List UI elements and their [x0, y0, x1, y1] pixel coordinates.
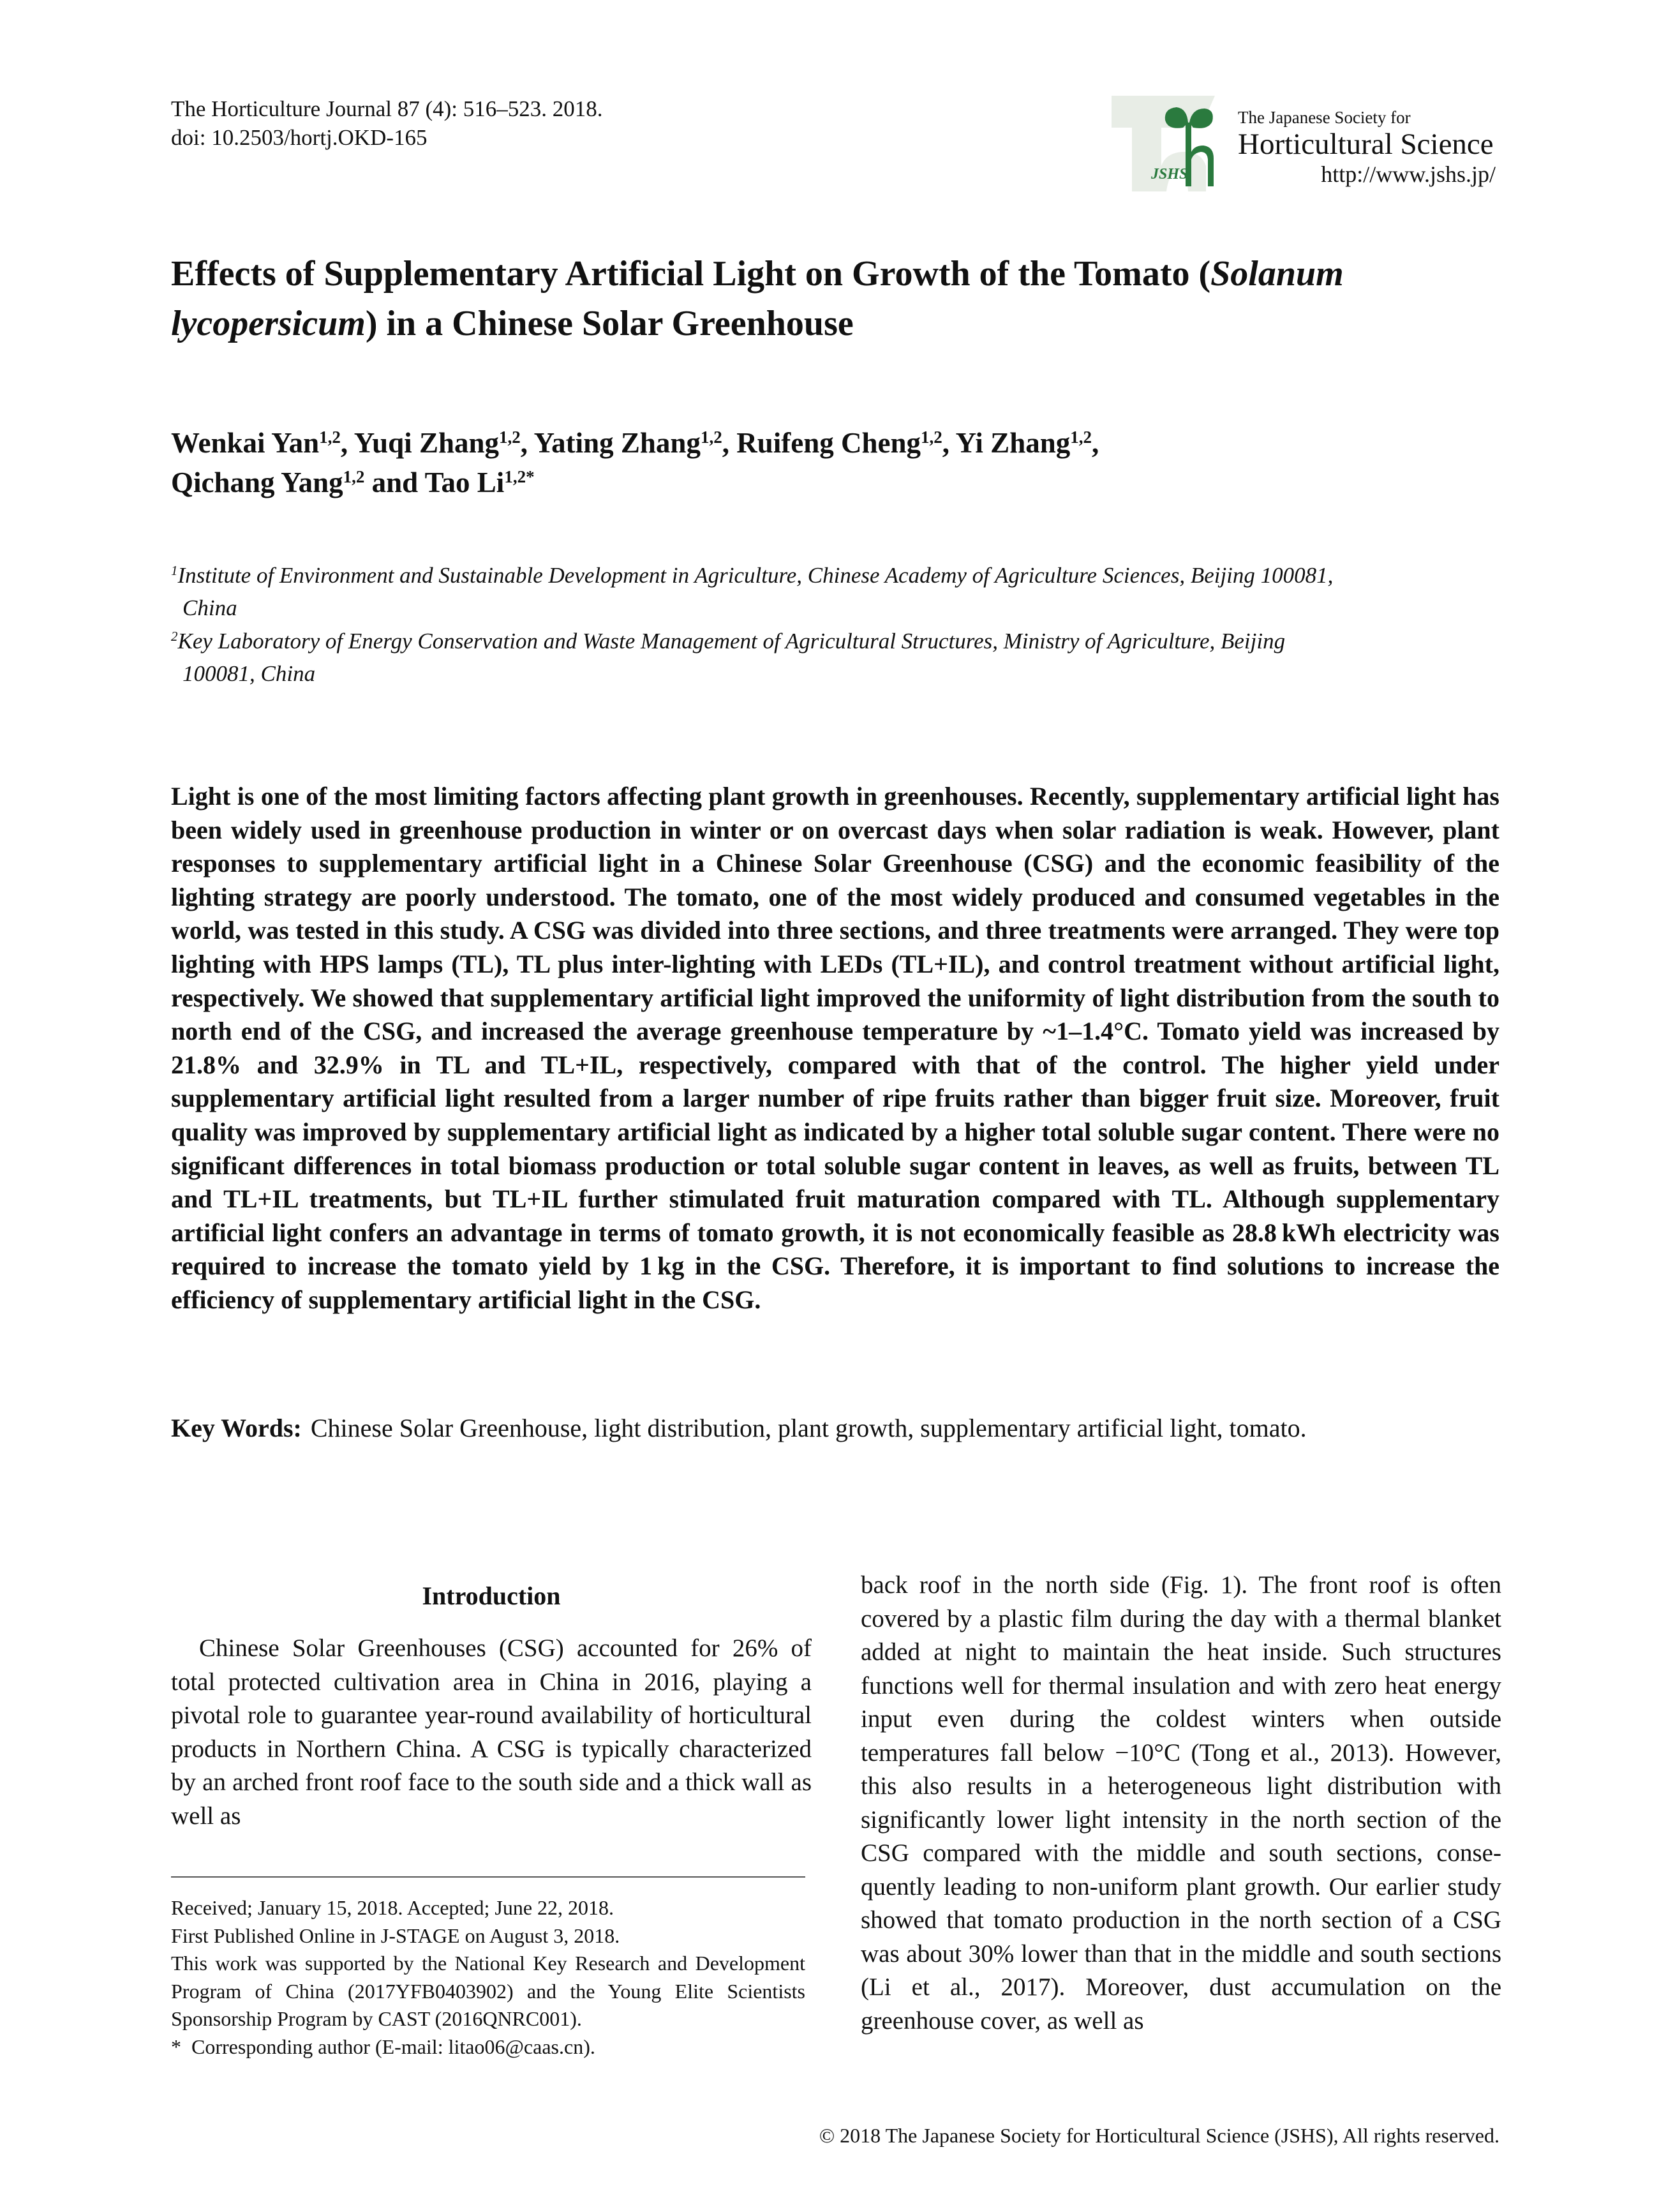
author-separator: , [722, 427, 737, 459]
author [736, 427, 955, 459]
affiliation-number: 2 [171, 629, 178, 644]
author [425, 467, 535, 498]
affiliation-text: Key Laboratory of Energy Conservation and Waste Management of Agricultural Structures, Ministry of Agriculture, Beijing [177, 629, 1286, 654]
citation-line: The Horticulture Journal 87 (4): 516–523. 2018. [171, 96, 603, 121]
keywords-label: Key Words: [171, 1414, 302, 1442]
author-affiliation-marker: 1,2 [1070, 428, 1092, 447]
logo-society-line: The Japanese Society for [1238, 108, 1411, 127]
author-name: Tao Li [424, 467, 505, 498]
footnotes [171, 1894, 805, 2061]
jshs-logo-mark-icon [1105, 89, 1233, 198]
keywords [171, 1412, 1498, 1445]
affiliation-text: Institute of Environment and Sustainable Development in Agriculture, Chinese Academy of Agriculture Sciences, Beijing 100081, [177, 563, 1334, 588]
intro-paragraph-left: Chinese Solar Greenhouses (CSG) accounted for 26% of total protected cultivation area in China in 2016, playing a pivotal role to guarantee year-round availability of horticultural products in Northern China. A CSG is typically characterized by an arched front roof face to the south side and a thick wall as well as [171, 1634, 812, 1830]
title-species: Solanum lycopersicum [171, 254, 1344, 343]
author-name: Wenkai Yan [171, 427, 320, 459]
footnote-funding: This work was supported by the National Key Research and Development Program of China (2017YFB0403902) and the Young Elite Scientists Sponsorship Program by CAST (2016QNRC001). [171, 1952, 805, 2030]
author-separator: , [340, 427, 354, 459]
footnote-published: First Published Online in J-STAGE on August 3, 2018. [171, 1924, 620, 1947]
copyright-notice: © 2018 The Japanese Society for Horticultural Science (JSHS), All rights reserved. [819, 2124, 1499, 2147]
logo-mark-text: JSHS [1151, 166, 1188, 183]
author-separator: , [1092, 427, 1099, 459]
affiliation-1 [171, 559, 1498, 624]
affiliation-text-cont: China [182, 595, 237, 620]
section-heading-introduction: Introduction [422, 1581, 561, 1610]
author-separator: , [520, 427, 534, 459]
title-part-1: Effects of Supplementary Artificial Light on Growth of the Tomato ( [171, 254, 1211, 294]
author-affiliation-marker: 1,2* [504, 467, 535, 486]
affiliation-text-cont: 100081, China [182, 661, 316, 686]
doi-line: doi: 10.2503/hortj.OKD-165 [171, 125, 428, 150]
author [534, 427, 737, 459]
author [956, 427, 1099, 459]
logo-name-line: Horticultural Science [1238, 128, 1494, 161]
footnote-corresponding-author: * Corresponding author (E-mail: litao06@caas.cn). [171, 2035, 595, 2058]
author-affiliation-marker: 1,2 [700, 428, 722, 447]
affiliation-2 [171, 625, 1498, 690]
affiliation-number: 1 [171, 563, 178, 578]
author-affiliation-marker: 1,2 [319, 428, 341, 447]
logo-url[interactable]: http://www.jshs.jp/ [1321, 161, 1496, 187]
footnote-received: Received; January 15, 2018. Accepted; June 22, 2018. [171, 1896, 614, 1919]
author [171, 467, 425, 498]
author-separator: , [942, 427, 956, 459]
author-affiliation-marker: 1,2 [921, 428, 942, 447]
paper-title [171, 249, 1498, 348]
author-affiliation-marker: 1,2 [343, 467, 365, 486]
intro-paragraph-right: back roof in the north side (Fig. 1). The front roof is often covered by a plastic film during the day with a thermal blanket added at night to maintain the heat inside. Such structures functions well for thermal insulation and with zero heat energy input even during the coldest winters when outside temperatures fall below −10°C (Tong et al., 2013). However, this also results in a heterogeneous light distribution with significantly lower light intensity in the north section of the CSG compared with the middle and south sections, consequently leading to non-uniform plant growth. Our earlier study showed that tomato production in the north section of a CSG was about 30% lower than that in the middle and south sections (Li et al., 2017). Moreover, dust accumulation on the greenhouse cover, as well as [861, 1571, 1501, 2035]
author [171, 427, 354, 459]
footnote-divider [171, 1876, 805, 1878]
publisher-logo [1105, 89, 1501, 198]
author-affiliation-marker: 1,2 [499, 428, 521, 447]
author [354, 427, 534, 459]
logo-text [1238, 107, 1499, 187]
author-name: Yating Zhang [533, 427, 701, 459]
journal-citation [171, 94, 603, 152]
title-part-2: ) in a Chinese Solar Greenhouse [365, 304, 854, 343]
author-name: Qichang Yang [171, 467, 343, 498]
affiliations [171, 559, 1498, 691]
author-separator: and [364, 467, 425, 498]
keywords-text: Chinese Solar Greenhouse, light distribution, plant growth, supplementary artificial light, tomato. [310, 1414, 1307, 1442]
author-name: Ruifeng Cheng [736, 427, 921, 459]
author-name: Yuqi Zhang [353, 427, 500, 459]
author-list [171, 423, 1498, 502]
author-name: Yi Zhang [955, 427, 1071, 459]
left-column [171, 1580, 812, 1833]
abstract: Light is one of the most limiting factors affecting plant growth in greenhouses. Recently, supplementary artificial light has been widely used in greenhouse production in winter or on overcast days when solar radiation is weak. However, plant responses to supplementary artificial light in a Chinese Solar Greenhouse (CSG) and the economic feasibility of the lighting strategy are poorly understood. The tomato, one of the most widely produced and consumed vegetables in the world, was tested in this study. A CSG was divided into three sections, and three treatments were arranged. They were top lighting with HPS lamps (TL), TL plus inter-lighting with LEDs (TL+IL), and control treatment without artificial light, respectively. We showed that supplementary artificial light improved the uniformity of light distribution from the south to north end of the CSG, and increased the average greenhouse temperature by ~1–1.4°C. Tomato yield was increased by 21.8% and 32.9% in TL and TL+IL, respectively, compared with that of the control. The higher yield under supplementary artificial light resulted from a larger number of ripe fruits rather than bigger fruit size. Moreover, fruit quality was improved by supplementary artificial light as indicated by a higher total soluble sugar content. There were no significant differences in total biomass production or total soluble sugar content in leaves, as well as fruits, between TL and TL+IL treatments, but TL+IL further stimulated fruit maturation compared with TL. Although supplementary artificial light confers an advantage in terms of tomato growth, it is not economically feasible as 28.8 kWh electricity was required to increase the tomato yield by 1 kg in the CSG. Therefore, it is important to find solutions to increase the efficiency of supplementary artificial light in the CSG. [171, 782, 1499, 1314]
right-column [861, 1569, 1501, 2038]
